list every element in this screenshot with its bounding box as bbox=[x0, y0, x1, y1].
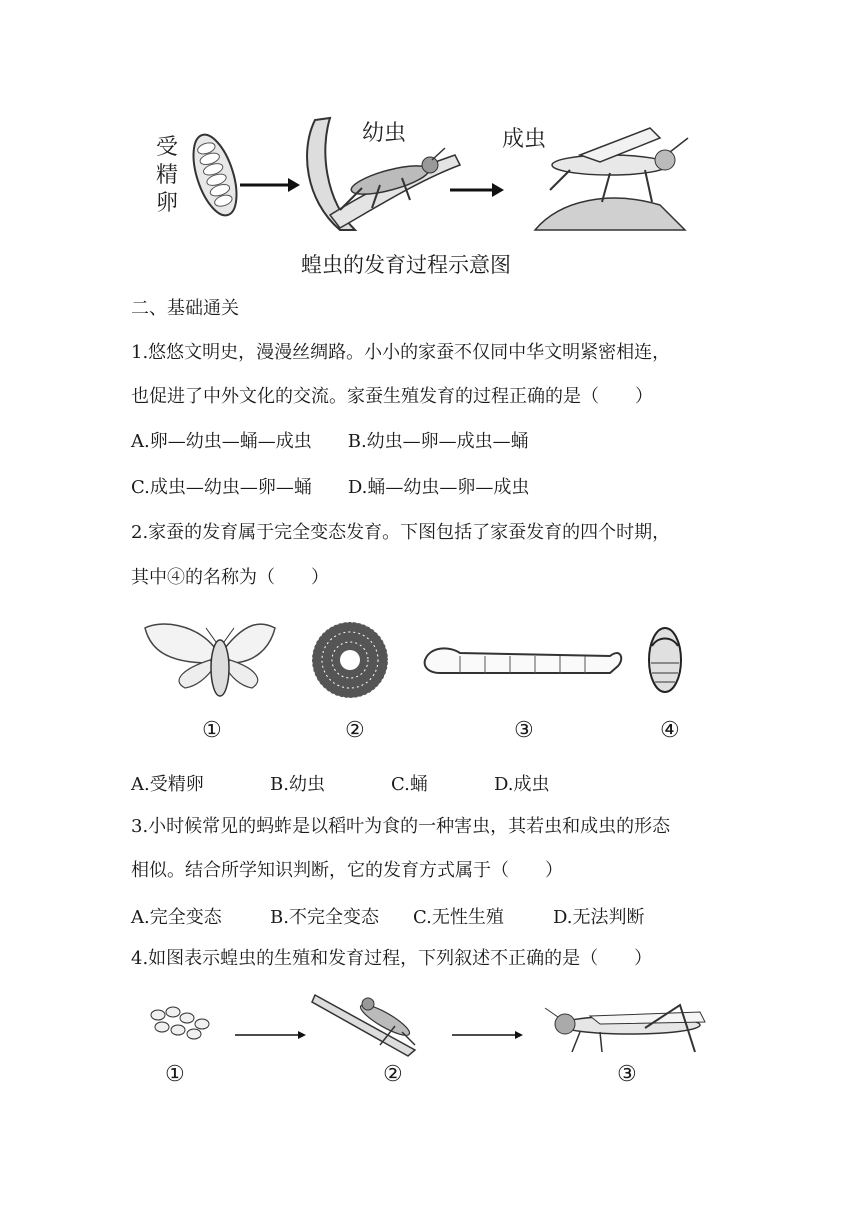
q2-figure-label-2: ② bbox=[345, 718, 365, 743]
adult-locust-icon bbox=[545, 1005, 705, 1052]
q1-options-line2: C.成虫—幼虫—卵—蛹 D.蛹—幼虫—卵—成虫 bbox=[131, 477, 530, 498]
q2-figure-label-3: ③ bbox=[514, 718, 534, 743]
arrow-icon bbox=[240, 178, 300, 192]
q2-option-b: B.幼虫 bbox=[270, 774, 325, 795]
q3-option-a: A.完全变态 bbox=[131, 907, 222, 928]
figure-locust-cycle bbox=[140, 990, 720, 1060]
q2-figure-label-4: ④ bbox=[660, 718, 680, 743]
q2-stem-line2: 其中④的名称为（ ） bbox=[131, 567, 329, 588]
egg-pod-icon bbox=[185, 129, 245, 220]
arrow-icon bbox=[452, 1031, 523, 1039]
adult-locust-icon bbox=[535, 128, 688, 230]
eggs-icon bbox=[151, 1007, 209, 1039]
section-title: 二、基础通关 bbox=[131, 298, 239, 319]
q4-figure-label-3: ③ bbox=[617, 1062, 637, 1087]
q3-stem-line1: 3.小时候常见的蚂蚱是以稻叶为食的一种害虫，其若虫和成虫的形态 bbox=[131, 816, 671, 837]
egg-label-3: 卵 bbox=[156, 191, 179, 216]
silkworm-larva-icon bbox=[425, 648, 622, 673]
q2-stem-line1: 2.家蚕的发育属于完全变态发育。下图包括了家蚕发育的四个时期， bbox=[131, 522, 671, 543]
q3-option-c: C.无性生殖 bbox=[413, 907, 504, 928]
q2-option-a: A.受精卵 bbox=[131, 774, 204, 795]
locust-cycle-illustration bbox=[140, 990, 720, 1060]
q3-stem-line2: 相似。结合所学知识判断，它的发育方式属于（ ） bbox=[131, 860, 563, 881]
adult-label: 成虫 bbox=[502, 127, 547, 152]
nymph-on-leaf-icon bbox=[312, 995, 415, 1056]
q1-stem-line1: 1.悠悠文明史，漫漫丝绸路。小小的家蚕不仅同中华文明紧密相连， bbox=[131, 342, 671, 363]
q1-stem-line2: 也促进了中外文化的交流。家蚕生殖发育的过程正确的是（ ） bbox=[131, 386, 653, 407]
egg-label-1: 受 bbox=[156, 135, 179, 160]
locust-development-illustration bbox=[140, 110, 700, 240]
figure-caption: 蝗虫的发育过程示意图 bbox=[301, 253, 511, 277]
silkworm-stages-illustration bbox=[140, 618, 700, 708]
larva-label: 幼虫 bbox=[362, 121, 407, 146]
q1-options-line1: A.卵—幼虫—蛹—成虫 B.幼虫—卵—成虫—蛹 bbox=[131, 431, 529, 452]
q2-figure-label-1: ① bbox=[202, 718, 222, 743]
q3-option-b: B.不完全变态 bbox=[270, 907, 379, 928]
egg-cluster-icon bbox=[312, 622, 388, 698]
q2-option-d: D.成虫 bbox=[494, 774, 550, 795]
q4-stem-line1: 4.如图表示蝗虫的生殖和发育过程，下列叙述不正确的是（ ） bbox=[131, 948, 653, 969]
egg-label-2: 精 bbox=[156, 163, 179, 188]
figure-locust-development bbox=[140, 110, 700, 240]
q4-figure-label-1: ① bbox=[165, 1062, 185, 1087]
arrow-icon bbox=[450, 183, 504, 197]
pupa-icon bbox=[649, 628, 681, 692]
arrow-icon bbox=[235, 1031, 306, 1039]
figure-silkworm-stages bbox=[140, 618, 700, 708]
q3-option-d: D.无法判断 bbox=[553, 907, 645, 928]
q4-figure-label-2: ② bbox=[383, 1062, 403, 1087]
moth-icon bbox=[145, 624, 275, 696]
q2-option-c: C.蛹 bbox=[391, 774, 428, 795]
